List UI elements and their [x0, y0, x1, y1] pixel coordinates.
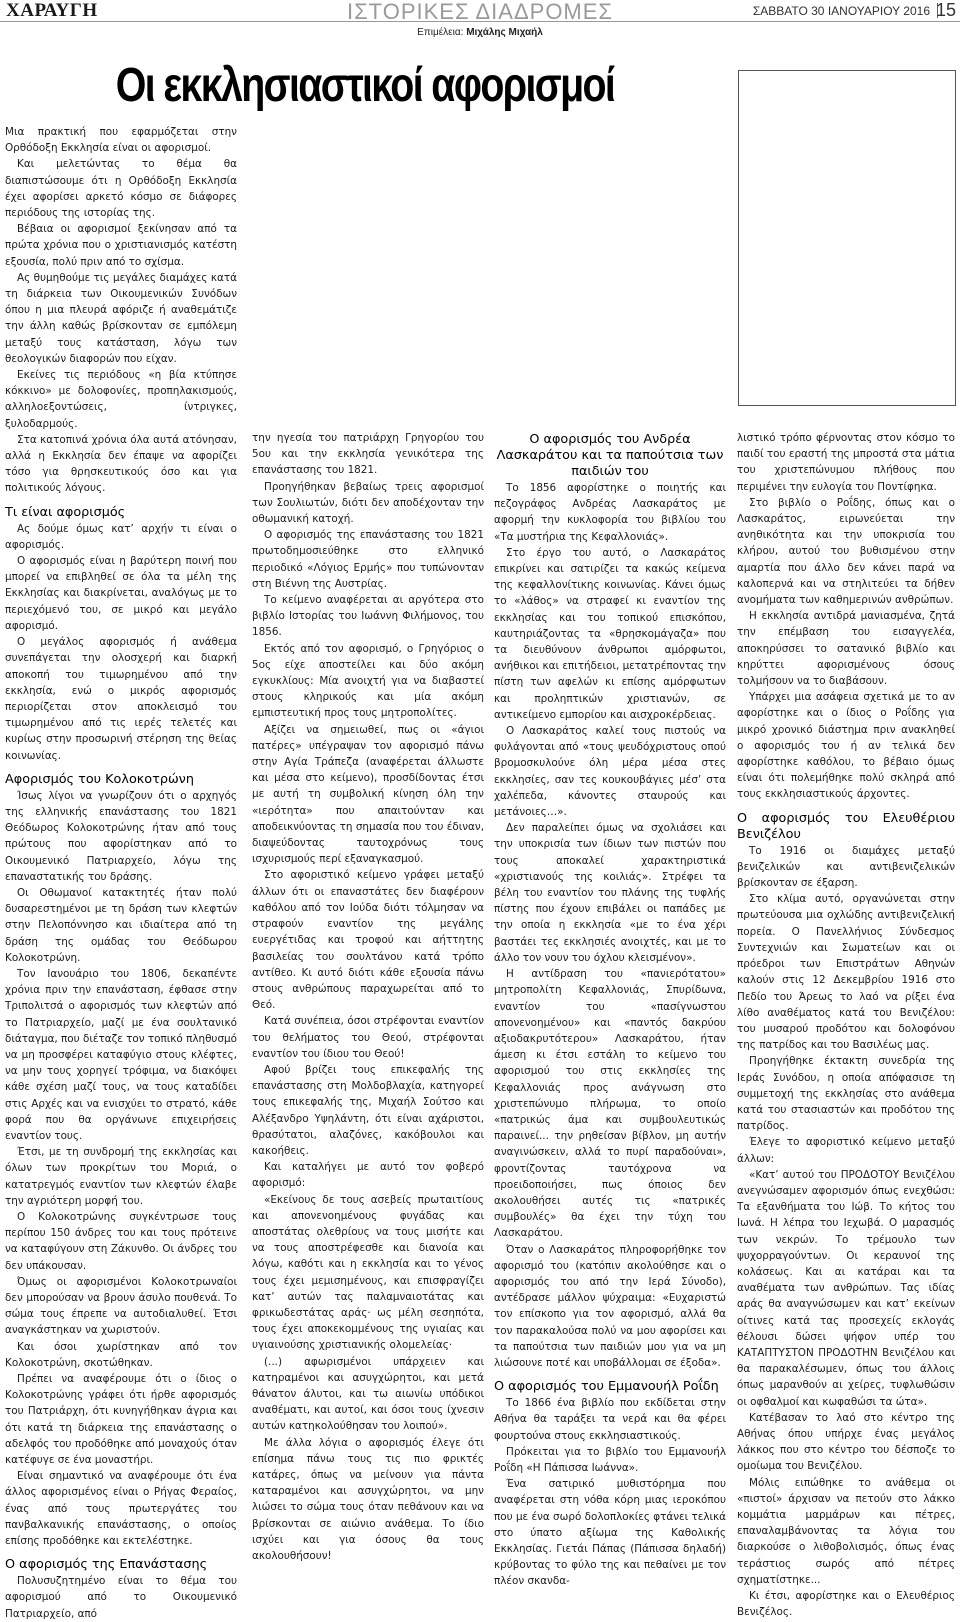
paragraph: Πολυσυζητημένο είναι το θέμα του αφορισμού από το Οικουμενικό Πατριαρχείο, από: [5, 1575, 237, 1620]
paragraph: Ο Κολοκοτρώνης συγκέντρωσε τους περίπου 150 άνδρες του και τους πρότεινε να καταφύγουν στη Ζάκυνθο. Οι άνδρες του δεν υπάκουσαν.: [5, 1211, 237, 1272]
paragraph: Το 1866 ένα βιβλίο που εκδίδεται στην Αθήνα θα ταράξει τα νερά και θα φέρει φουρτούνα στους εκκλησιαστικούς.: [494, 1397, 726, 1442]
paragraph: Το 1916 οι διαμάχες μεταξύ βενιζελικών και αντιβενιζελικών βρίσκονταν σε έξαρση.: [737, 844, 955, 890]
subheading: Τι είναι αφορισμός: [5, 504, 126, 520]
paragraph: Ας δούμε όμως κατ’ αρχήν τι είναι ο αφορισμός.: [5, 522, 237, 551]
paragraph: Ίσως λίγοι να γνωρίζουν ότι ο αρχηγός της ελληνικής επανάστασης του 1821 Θεόδωρος Κολοκοτρώνης ήταν από τους πρώτους που αφορίστηκαν από το Οικουμενικό Πατριαρχείο, λόγω της επαναστατικής του δράσης.: [5, 789, 237, 883]
paragraph: Προηγήθηκε έκτακτη συνεδρία της Ιεράς Συνόδου, η οποία απόφασισε τη συμμετοχή της εκκλησίας στο ανάθεμα κατά του στασιαστών και προδότου της πατρίδος.: [737, 1055, 955, 1133]
paragraph: Ας θυμηθούμε τις μεγάλες διαμάχες κατά τη διάρκεια των Οικουμενικών Συνόδων όπου η μια πλευρά αφόριζε ή αναθεμάτιζε την άλλη καθώς βρίσκονταν σε εμπόλεμη μεταξύ τους κατάσταση, λόγω των θεολογικών διαφορών που είχαν.: [5, 271, 237, 365]
paragraph: Στο βιβλίο ο Ροΐδης, όπως και ο Λασκαράτος, ειρωνεύεται την ανηθικότητα και την υποκρισία του κλήρου, αυτού του βυθισμένου στην αμαρτία που άλλο δεν κάνει παρά να καλοπερνά και να στηλιτεύει τα δήθεν ανομήματα των καθημερινών ανθρώπων.: [737, 496, 955, 607]
paragraph: Ο αφορισμός της επανάστασης του 1821 πρωτοδημοσιεύθηκε στο ελληνικό περιοδικό «Λόγιος Ερμής» που τυπώνονταν στη Βιέννη της Αυστρίας.: [252, 529, 484, 590]
paragraph: Στα κατοπινά χρόνια όλα αυτά ατόνησαν, αλλά η Εκκλησία δεν έπαψε να αφορίζει τόσο για θρησκευτικούς όσο και για πολιτικούς λόγους.: [5, 433, 237, 495]
paragraph: Εκτός από τον αφορισμό, ο Γρηγόριος ο 5ος είχε αποστείλει και δύο ακόμη εγκυκλίους: Μία ανοιχτή για να διαβαστεί στους κληρικούς και μία ακόμη εμπιστευτική προς τους μητροπολίτες.: [252, 642, 484, 720]
paragraph: Έτσι, με τη συνδρομή της εκκλησίας και όλων των προκρίτων του Μοριά, ο κατατρεγμός εναντίον των κλεφτών έλαβε την αγριότερη μορφή του.: [5, 1146, 237, 1207]
paragraph: Ένα σατιρικό μυθιστόρημα που αναφέρεται στη νόθα κόρη μιας ιεροκόπου που με ένα σωρό δολοπλοκίες φτάνει τελικά στο ύπατο αξίωμα της Καθολικής Εκκλησίας. Γιετάι Πάπας (Πάπισσα δηλαδή) κρύβοντας το φύλο της και πεθαίνει με τον πλέον σκανδα-: [494, 1478, 726, 1588]
paragraph: Στο κλίμα αυτό, οργανώνεται στην πρωτεύουσα μια οχλώδης αντιβενιζελική πορεία. Ο Πανελλήνιος Σύνδεσμος Συντεχνιών και Σωματείων και οι πρόεδροι των Επιστράτων Αθηνών καλούν στις 12 Δεκεμβρίου 1916 στο Πεδίο του Άρεως το λαό να ρίξει ένα λίθο αναθέματος κατά του Βενιζέλου: του μυσαρού προδότου και δολοφόνου της πατρίδος και του Βασιλέως μας.: [737, 893, 955, 1052]
paragraph: Ο Λασκαράτος καλεί τους πιστούς να φυλάγονται από «τους ψευδόχριστους οπού βρομοσκυλούνε όλη μέρα μέσα στες εκκλησίες, σαν τες κουκουβάγιες μέσ’ στα χαλέπεδα, κάνοντες σταυρούς και μετάνοιες…».: [494, 725, 726, 819]
paragraph: Στο αφοριστικό κείμενο γράφει μεταξύ άλλων ότι οι επαναστάτες δεν διαφέρουν καθόλου από τον Ιούδα διότι τόλμησαν να στραφούν εναντίον της μεγάλης ευεργέτιδας και τροφού και αήττητης βασιλείας του σουλτάνου κατά τρόπο αντίθεο. Κι αυτό διότι κάθε εξουσία πάνω στους ανθρώπους παραχωρείται από το Θεό.: [252, 869, 484, 1012]
subheading: Ο αφορισμός του Ελευθέριου Βενιζέλου: [737, 810, 955, 842]
paragraph: Ο αφορισμός είναι η βαρύτερη ποινή που μπορεί να επιβληθεί σε όλα τα μέλη της Εκκλησίας και διακρίνεται, αναλόγως με το περιεχόμενό του, σε μικρό και μεγάλο αφορισμό.: [5, 555, 237, 632]
page-number: 15: [935, 0, 956, 20]
paragraph: Εκείνες τις περιόδους «η βία κτύπησε κόκκινο» με δολοφονίες, προπηλακισμούς, αλληλοεξοντώσεις, ίντριγκες, ξυλοδαρμούς.: [5, 369, 237, 430]
paragraph: (...) αφωρισμένοι υπάρχειεν και κατηραμένοι και ασυγχώρητοι, και μετά θάνατον άλυτοι, και τω αιωνίω υπόδικοι αναθέματι, και αυτοί, και όσοι τους ίχνεσιν αυτών κατηκολούθησαν του λοιπού».: [252, 1355, 484, 1433]
paragraph: Μια πρακτική που εφαρμόζεται στην Ορθόδοξη Εκκλησία είναι οι αφορισμοί.: [5, 126, 237, 155]
editor-label: Επιμέλεια:: [417, 27, 464, 38]
paragraph: Αξίζει να σημειωθεί, πως οι «άγιοι πατέρες» υπέγραψαν τον αφορισμό πάνω στην Αγία Τράπεζα (αναφέρεται άλλωστε και μέσα στο κείμενο), προσδίδοντας έτσι με αυτή τη συμβολική κίνηση όλη την «ιερότητα» που απαιτούνταν και αποδεικνύοντας τη σημασία που του έδιναν, διαψεύδοντας ταυτοχρόνως τους ισχυρισμούς περί εξαναγκασμού.: [252, 723, 484, 866]
paragraph: Κατά συνέπεια, όσοι στρέφονται εναντίον του θελήματος του Θεού, στρέφονται εναντίον του ίδιου του Θεού!: [252, 1015, 484, 1060]
paragraph: Πρόκειται για το βιβλίο του Εμμανουήλ Ροΐδη «Η Πάπισσα Ιωάννα».: [494, 1445, 726, 1474]
article-title: Οι εκκλησιαστικοί αφορισμοί: [115, 59, 615, 112]
paragraph: Και καταλήγει με αυτό τον φοβερό αφορισμό:: [252, 1161, 484, 1190]
paragraph: Δεν παραλείπει όμως να σχολιάσει και την υποκρισία των ίδιων των πιστών που τους αποκαλεί χαρακτηριστικά «χριστιανούς της κοιλιάς». Στρέφει τα βέλη του εναντίον του πλάνης της τυφλής πίστης που έχουν επιβάλει οι παπάδες με την οποία η εκκλησία «με το ένα χέρι βαστάει τες εκκλησιές ανοιχτές, και με το άλλο τον νουν του όχλου κλεισμένον».: [494, 822, 726, 964]
subheading: Αφορισμός του Κολοκοτρώνη: [5, 771, 194, 787]
masthead: [0, 0, 960, 22]
paragraph: Αφού βρίζει τους επικεφαλής της επανάστασης στη Μολδοβλαχία, κατηγορεί τους επικεφαλής της, Μιχαήλ Σούτσο και Αλέξανδρο Υψηλάντη, ότι είναι αχάριστοι, θρασύτατοι, αλαζόνες, κακόβουλοι και κακοήθεις.: [252, 1063, 484, 1157]
paragraph: την ηγεσία του πατριάρχη Γρηγορίου του 5ου και την εκκλησία γενικότερα της επανάστασης του 1821.: [252, 432, 484, 477]
paragraph: Πρέπει να αναφέρουμε ότι ο ίδιος ο Κολοκοτρώνης γράφει ότι ήρθε αφορισμός του Πατριάρχη, ότι κυνηγήθηκαν άγρια και ότι κατά τη διάρκεια της επανάστασης ο αδελφός του προδόθηκε από μοναχούς όταν κατέφυγε σε ένα μοναστήρι.: [5, 1373, 237, 1467]
paragraph: Το 1856 αφορίστηκε ο ποιητής και πεζογράφος Ανδρέας Λασκαράτος με αφορμή την κυκλοφορία του βιβλίου του «Τα μυστήρια της Κεφαλλονιάς».: [494, 482, 726, 543]
subheading: Ο αφορισμός του Ανδρέα Λασκαράτου και τα παπούτσια των παιδιών του: [496, 432, 724, 479]
paragraph: Το κείμενο αναφέρεται αι αργότερα στο βιβλίο Ιστορίας του Ιωάννη Φιλήμονος, του 1856.: [252, 594, 484, 639]
paragraph: Όμως οι αφορισμένοι Κολοκοτρωναίοι δεν μπορούσαν να βρουν άσυλο πουθενά. Το σώμα τους έπρεπε να αυτοδιαλυθεί. Έτσι αναγκάστηκαν να χωριστούν.: [5, 1275, 237, 1337]
paragraph: «Κατ’ αυτού του ΠΡΟΔΟΤΟΥ Βενιζέλου ανεγνώσαμεν αφορισμόν όπως ενεχθώσι: Τα εξανθήματα του Ιώβ. Το κήτος του Ιωνά. Η λέπρα του Ιεχωβά. Ο μαρασμός των νεκρών. Το τρέμουλο των ψυχορραγούντων. Οι κεραυνοί της κολάσεως. Και αι κατάραι και τα αναθέματα των ανθρώπων. Τας ιδίας αράς θα αναγνώσωμεν και κατ’ εκείνων οίτινες κατά τας προσεχείς εκλογάς θέλουσι δώσει ψήφον υπέρ του ΚΑΤΑΠΤΥΣΤΟΝ ΠΡΟΔΟΤΗΝ Βενιζέλου και θα παρακαλέσωμεν, όπως του άλλοις όπως μαρανθούν αι χείρες, τυφλωθώσιν οι οφθαλμοί και κωφαθώσι τα ώτα».: [737, 1168, 955, 1408]
paragraph: Η αντίδραση του «πανιερότατου» μητροπολίτη Κεφαλλονιάς, Σπυρίδωνα, εναντίον του «πασίγνωστου απονενοημένου» και «παντός δακρύου αξιοδακρυτότερου» Λασκαράτου, ήταν άμεση κι έτσι εστάλη το κείμενο του αφορισμού του στις εκκλησίες της Κεφαλλονιάς προς ανάγνωση στο χριστεπώνυμο πλήρωμα, το οποίο «πατρικώς άμα και συμβουλευτικώς παραινεί... την ρηθείσαν βίβλον, μη αυτήν αναγινώσκειν, αλλά το πυρί παραδούναι», φροντίζοντας ταυτόχρονα να προειδοποιήσει, πως όποιος δεν ακολουθήσει αυτές τις «πατρικές συμβουλές» θα έχει την τύχη του Λασκαράτου.: [494, 968, 726, 1240]
empty-frame: [738, 70, 956, 406]
paragraph: Οι Οθωμανοί κατακτητές ήταν πολύ δυσαρεστημένοι με τη δράση των κλεφτών στην Πελοπόννησο και ιδιαίτερα από τη δράση της ομάδας του Θεόδωρου Κολοκοτρώνη.: [5, 886, 237, 964]
column-4: [737, 430, 955, 1619]
section-title: ΙΣΤΟΡΙΚΕΣ ΔΙΑΔΡΟΜΕΣ: [346, 0, 614, 24]
newspaper-name: ΧΑΡΑΥΓΗ: [6, 0, 98, 21]
paragraph: Και μελετώντας το θέμα θα διαπιστώσουμε ότι η Ορθόδοξη Εκκλησία έχει αφορίσει αρκετό κόσμο σε διάφορες περιόδους της ιστορίας της.: [5, 158, 237, 220]
issue-date: ΣΑΒΒΑΤΟ 30 ΙΑΝΟΥΑΡΙΟΥ 2016: [752, 4, 930, 18]
column-3: [494, 432, 726, 1588]
paragraph: Τον Ιανουάριο του 1806, δεκαπέντε χρόνια πριν την επανάσταση, έφθασε στην Τριπολιτσά ο αφορισμός των κλεφτών από το Πατριαρχείο, μαζί με ένα σουλτανικό διάταγμα, που διέταζε τον τοπικό πληθυσμό να μη προσφέρει καταφύγιο στους κλέφτες, να μην τους χορηγεί τρόφιμα, να διακόψει κάθε σχέση μαζί τους, να τους καταδίδει στις Αρχές και να ενισχύει το στρατό, κάθε φορά που θα οργάνωνε επιχειρήσεις εναντίον τους.: [5, 967, 237, 1142]
paragraph: Είναι σημαντικό να αναφέρουμε ότι ένα άλλος αφορισμένος είναι ο Ρήγας Φεραίος, ένας από τους πρωτεργάτες του πανβαλκανικής επανάστασης, ο οποίος επίσης προδόθηκε και εκτελέστηκε.: [5, 1470, 237, 1548]
paragraph: λιστικό τρόπο φέρνοντας στον κόσμο το παιδί του εραστή της μπροστά στα μάτια του χριστεπώνυμου πλήθους που περιμένει την ευλογία του Ποντίφηκα.: [737, 432, 955, 493]
column-2: [252, 430, 484, 1563]
paragraph: Όταν ο Λασκαράτος πληροφορήθηκε τον αφορισμό του (κατόπιν ακολούθησε και ο αφορισμός του από την Ιερά Σύνοδο), αντέδρασε μάλλον ψύχραιμα: «Ευχαριστώ τον επίσκοπο για τον αφορισμό, αλλά θα τον παρακαλούσα πολύ να μου αφορίσει και τα παπούτσια των παιδιών μου για να μη λιώσουνε ποτέ και υποβάλλομαι σε έξοδα».: [494, 1243, 726, 1369]
paragraph: Στο έργο του αυτό, ο Λασκαράτος επικρίνει και σατιρίζει τα κακώς κείμενα της κεφαλλονίτικης κοινωνίας. Κάνει όμως το «λάθος» να στραφεί κι εναντίον της εκκλησίας και του τοπικού επισκόπου, καυτηριάζοντας τα «θρησκομάγαζα» που τα διευθύνουν άνθρωποι αμόρφωτοι, ανήθικοι και επιτήδειοι, μετατρέποντας την πίστη των αφελών κι επίσης αμόρφωτων και προληπτικών χριστιανών, σε αντικείμενο εμπορίου και αισχροκέρδειας.: [494, 546, 726, 721]
paragraph: Κι έτσι, αφορίστηκε και ο Ελευθέριος Βενιζέλος.: [737, 1590, 955, 1619]
subheading: Ο αφορισμός του Εμμανουήλ Ροΐδη: [494, 1379, 719, 1395]
paragraph: Βέβαια οι αφορισμοί ξεκίνησαν από τα πρώτα χρόνια που ο χριστιανισμός κατέστη εξουσία, πολύ πριν από το σχίσμα.: [5, 223, 237, 268]
paragraph: Ο μεγάλος αφορισμός ή ανάθεμα συνεπάγεται την ολοσχερή και διαρκή αποκοπή του τιμωρημένου από την εκκλησία, ενώ ο μικρός αφορισμός περιορίζεται στον αποκλεισμό του τιμωρημένου από τις ιερές τελετές και κυρίως στην προσωρινή στέρηση της θείας κοινωνίας.: [5, 636, 237, 762]
subheading: Ο αφορισμός της Επανάστασης: [5, 1557, 208, 1573]
column-1: [5, 124, 237, 1620]
paragraph: Έλεγε το αφοριστικό κείμενο μεταξύ άλλων:: [737, 1136, 955, 1165]
paragraph: Η εκκλησία αντιδρά μανιασμένα, ζητά την επέμβαση του εισαγγελέα, αποκηρύσσει το σατανικό βιβλίο και κηρύττει αφορισμένους όσους τολμήσουν να το διαβάσουν.: [737, 610, 955, 688]
paragraph: Προηγήθηκαν βεβαίως τρεις αφορισμοί των Σουλιωτών, διότι δεν αποδέχονταν την οθωμανική κατοχή.: [252, 480, 484, 526]
paragraph: Μόλις ειπώθηκε το ανάθεμα οι «πιστοί» άρχισαν να πετούν στο λάκκο κομμάτια μαρμάρων και πέτρες, επαναλαμβάνοντας τα λόγια του διαρκούσε ο λιθοβολισμός, όπως ένας τεράστιος σωρός από πέτρες σχηματίστηκε...: [737, 1476, 955, 1586]
editor-credit: [0, 27, 960, 38]
paragraph: Κατέβασαν το λαό στο κέντρο της Αθήνας όπου υπήρχε ένας μεγάλος λάκκος που στο κέντρο του δέσποζε το ομοίωμα του Βενιζέλου.: [737, 1411, 955, 1473]
paragraph: Με άλλα λόγια ο αφορισμός έλεγε ότι επίσημα πάνω τους τις πιο φρικτές κατάρες, όπως να μείνουν για πάντα καταραμένοι και ασυγχώρητοι, να μην λιώσει το σώμα τους όταν πεθάνουν και να βρίσκονται σε αιώνιο ανάθεμα. Το ίδιο ισχύει και για όσους θα τους ακολουθήσουν!: [252, 1436, 484, 1563]
paragraph: «Εκείνους δε τους ασεβείς πρωταιτίους και απονενοημένους φυγάδας και αποστάτας ολεθρίους να τους μισήτε και να τους αποστρέφεσθε και διανοία και λόγω, καθότι και η εκκλησία και το γένος τους έχει μεμισημένους, και επισφραγίζει κατ’ αυτών τας παλαμναιοτάτας και φρικωδεστάτας αράς· ως μέλη σεσηπότα, τους έχει αποκεκομμένους της υγιαίας και υγιαινούσης χριστιανικής ολομελείας·: [252, 1193, 484, 1352]
paragraph: Υπάρχει μια ασάφεια σχετικά με το αν αφορίστηκε και ο ίδιος ο Ροΐδης για μικρό χρονικό διάστημα πριν ανακληθεί ο αφορισμός του ή αν τελικά δεν αφορίστηκε καθόλου, το βέβαιο όμως είναι ότι πολεμήθηκε πολύ σκληρά από τους εκκλησιαστικούς άρχοντες.: [737, 691, 955, 801]
paragraph: Και όσοι χωρίστηκαν από τον Κολοκοτρώνη, σκοτώθηκαν.: [5, 1340, 237, 1369]
editor-name: Μιχάλης Μιχαήλ: [466, 27, 543, 38]
